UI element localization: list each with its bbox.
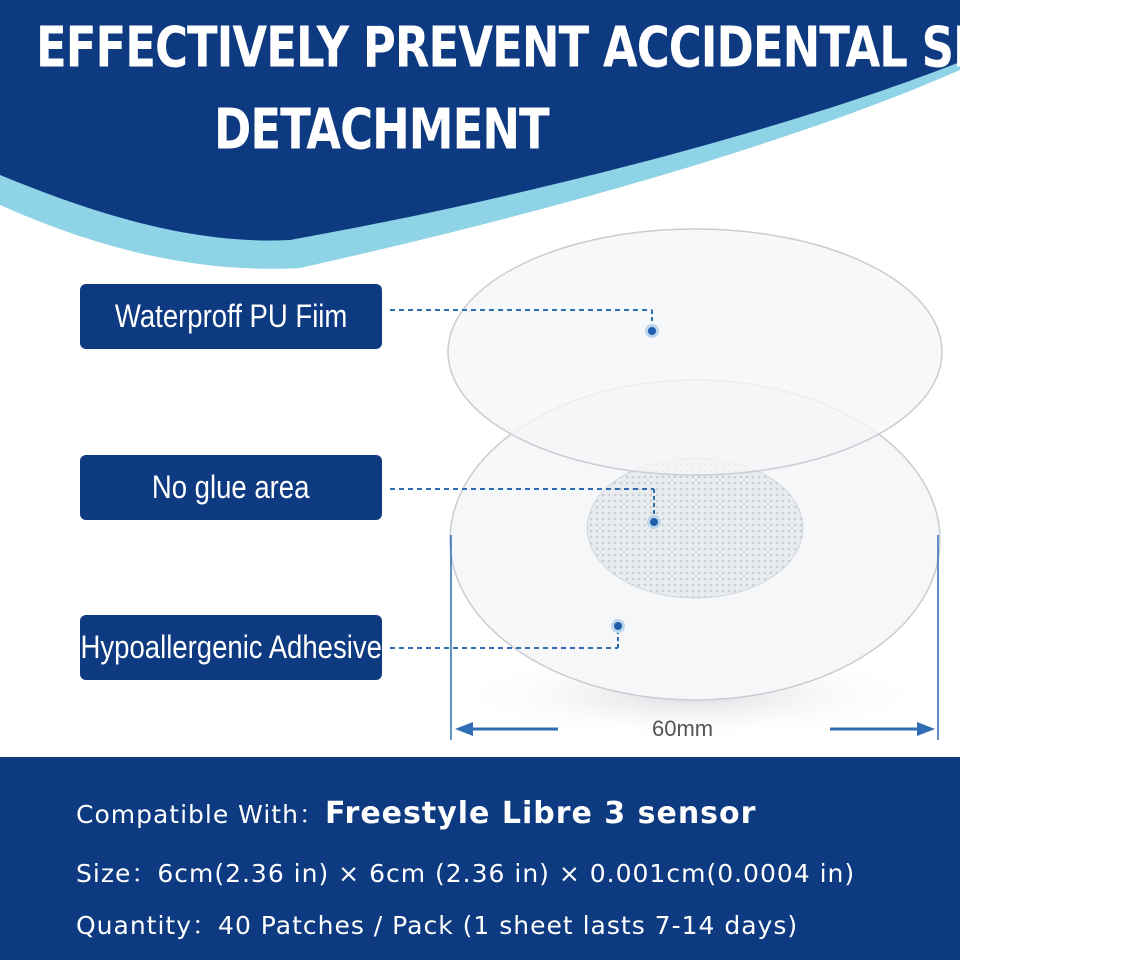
callout-dot-adhesive <box>614 622 622 630</box>
callout-dot-film <box>648 327 656 335</box>
dimension-label: 60mm <box>652 716 714 741</box>
pu-film-disc <box>448 229 942 475</box>
callout-label-noglue <box>80 455 382 520</box>
quantity-line: Quantity：40 Patches / Pack (1 sheet lasts 7-14 days) <box>76 911 799 940</box>
callout-label-adhesive <box>80 615 382 680</box>
no-glue-mesh-area <box>587 458 803 598</box>
callout-text-noglue: No glue area <box>152 469 310 505</box>
headline-line-2: DETACHMENT <box>214 96 549 163</box>
callout-label-film <box>80 284 382 349</box>
callout-text-adhesive: Hypoallergenic Adhesive <box>80 629 382 665</box>
size-line: Size：6cm(2.36 in) × 6cm (2.36 in) × 0.001cm(0.0004 in) <box>76 859 856 888</box>
dimension-arrow-left-head <box>455 722 473 736</box>
compatible-product: Freestyle Libre 3 sensor <box>324 796 757 831</box>
dimension-arrow-right-head <box>917 722 935 736</box>
callout-text-film: Waterproff PU Fiim <box>114 298 348 334</box>
callout-dot-noglue <box>650 518 658 526</box>
spec-footer <box>0 757 960 960</box>
headline-line-1: EFFECTIVELY PREVENT ACCIDENTAL SENSOR <box>36 14 1122 81</box>
compatible-line <box>76 795 756 831</box>
compatible-prefix: Compatible With： <box>76 800 325 829</box>
